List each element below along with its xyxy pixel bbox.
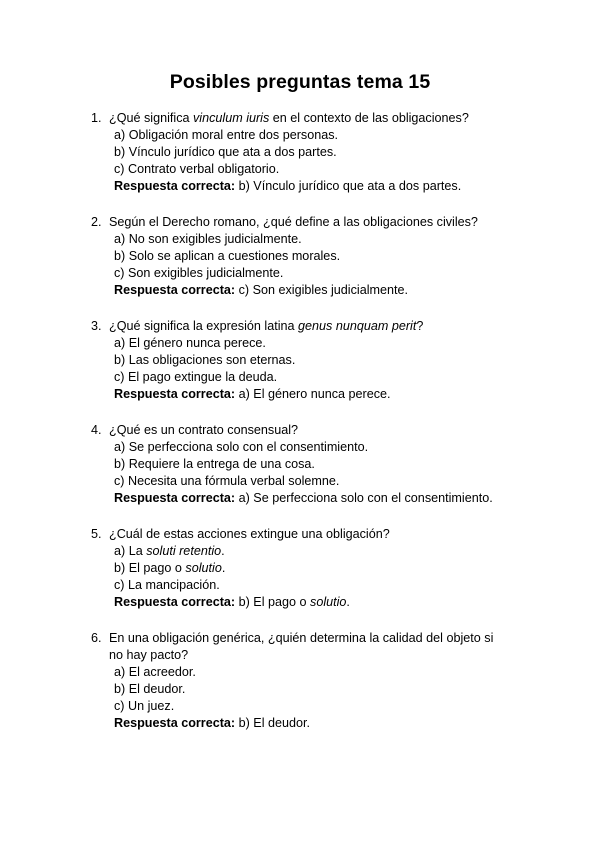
latin-term: soluti retentio [146,544,222,558]
question-text: Según el Derecho romano, ¿qué define a las obligaciones civiles? [109,215,478,229]
question-number: 1. [91,111,102,125]
latin-term: solutio [310,595,347,609]
question-number: 6. [91,631,102,645]
question-number: 4. [91,423,102,437]
option-a: a) La soluti retentio. [114,544,225,558]
answer-label: Respuesta correcta: [114,491,236,505]
question-4 [0,422,600,507]
option-c: c) Un juez. [114,699,175,713]
latin-term: solutio [185,561,222,575]
option-b: b) Requiere la entrega de una cosa. [114,457,315,471]
answer-label: Respuesta correcta: [114,595,236,609]
option-a: a) El género nunca perece. [114,336,266,350]
question-list [0,110,600,751]
option-a: a) Se perfecciona solo con el consentimiento. [114,440,369,454]
question-number: 2. [91,215,102,229]
question-5 [0,526,600,611]
question-text: ¿Cuál de estas acciones extingue una obligación? [109,527,390,541]
option-a: a) No son exigibles judicialmente. [114,232,302,246]
correct-answer: Respuesta correcta: b) El deudor. [114,716,311,730]
correct-answer: Respuesta correcta: a) El género nunca perece. [114,387,391,401]
page-title: Posibles preguntas tema 15 [169,71,431,93]
option-b: b) Solo se aplican a cuestiones morales. [114,249,341,263]
question-number: 3. [91,319,102,333]
option-c: c) Necesita una fórmula verbal solemne. [114,474,340,488]
question-1 [0,110,600,195]
question-number: 5. [91,527,102,541]
option-c: c) Son exigibles judicialmente. [114,266,284,280]
option-b: b) Las obligaciones son eternas. [114,353,296,367]
correct-answer: Respuesta correcta: c) Son exigibles judicialmente. [114,283,408,297]
option-b: b) El pago o solutio. [114,561,226,575]
question-3 [0,318,600,403]
correct-answer: Respuesta correcta: b) El pago o solutio. [114,595,350,609]
answer-label: Respuesta correcta: [114,179,236,193]
question-text: ¿Qué es un contrato consensual? [109,423,299,437]
option-c: c) Contrato verbal obligatorio. [114,162,280,176]
question-2 [0,214,600,299]
option-b: b) El deudor. [114,682,186,696]
correct-answer: Respuesta correcta: a) Se perfecciona solo con el consentimiento. [114,491,493,505]
answer-label: Respuesta correcta: [114,387,236,401]
latin-term: genus nunquam perit [298,319,417,333]
option-c: c) La mancipación. [114,578,220,592]
latin-term: vinculum iuris [193,111,270,125]
question-text: ¿Qué significa vinculum iuris en el contexto de las obligaciones? [109,111,469,125]
option-a: a) El acreedor. [114,665,196,679]
question-text: En una obligación genérica, ¿quién determina la calidad del objeto si no hay pacto? [109,631,494,662]
correct-answer: Respuesta correcta: b) Vínculo jurídico que ata a dos partes. [114,179,462,193]
option-a: a) Obligación moral entre dos personas. [114,128,339,142]
answer-label: Respuesta correcta: [114,283,236,297]
answer-label: Respuesta correcta: [114,716,236,730]
question-text: ¿Qué significa la expresión latina genus nunquam perit? [109,319,424,333]
option-c: c) El pago extingue la deuda. [114,370,278,384]
option-b: b) Vínculo jurídico que ata a dos partes. [114,145,337,159]
question-6 [0,630,600,732]
